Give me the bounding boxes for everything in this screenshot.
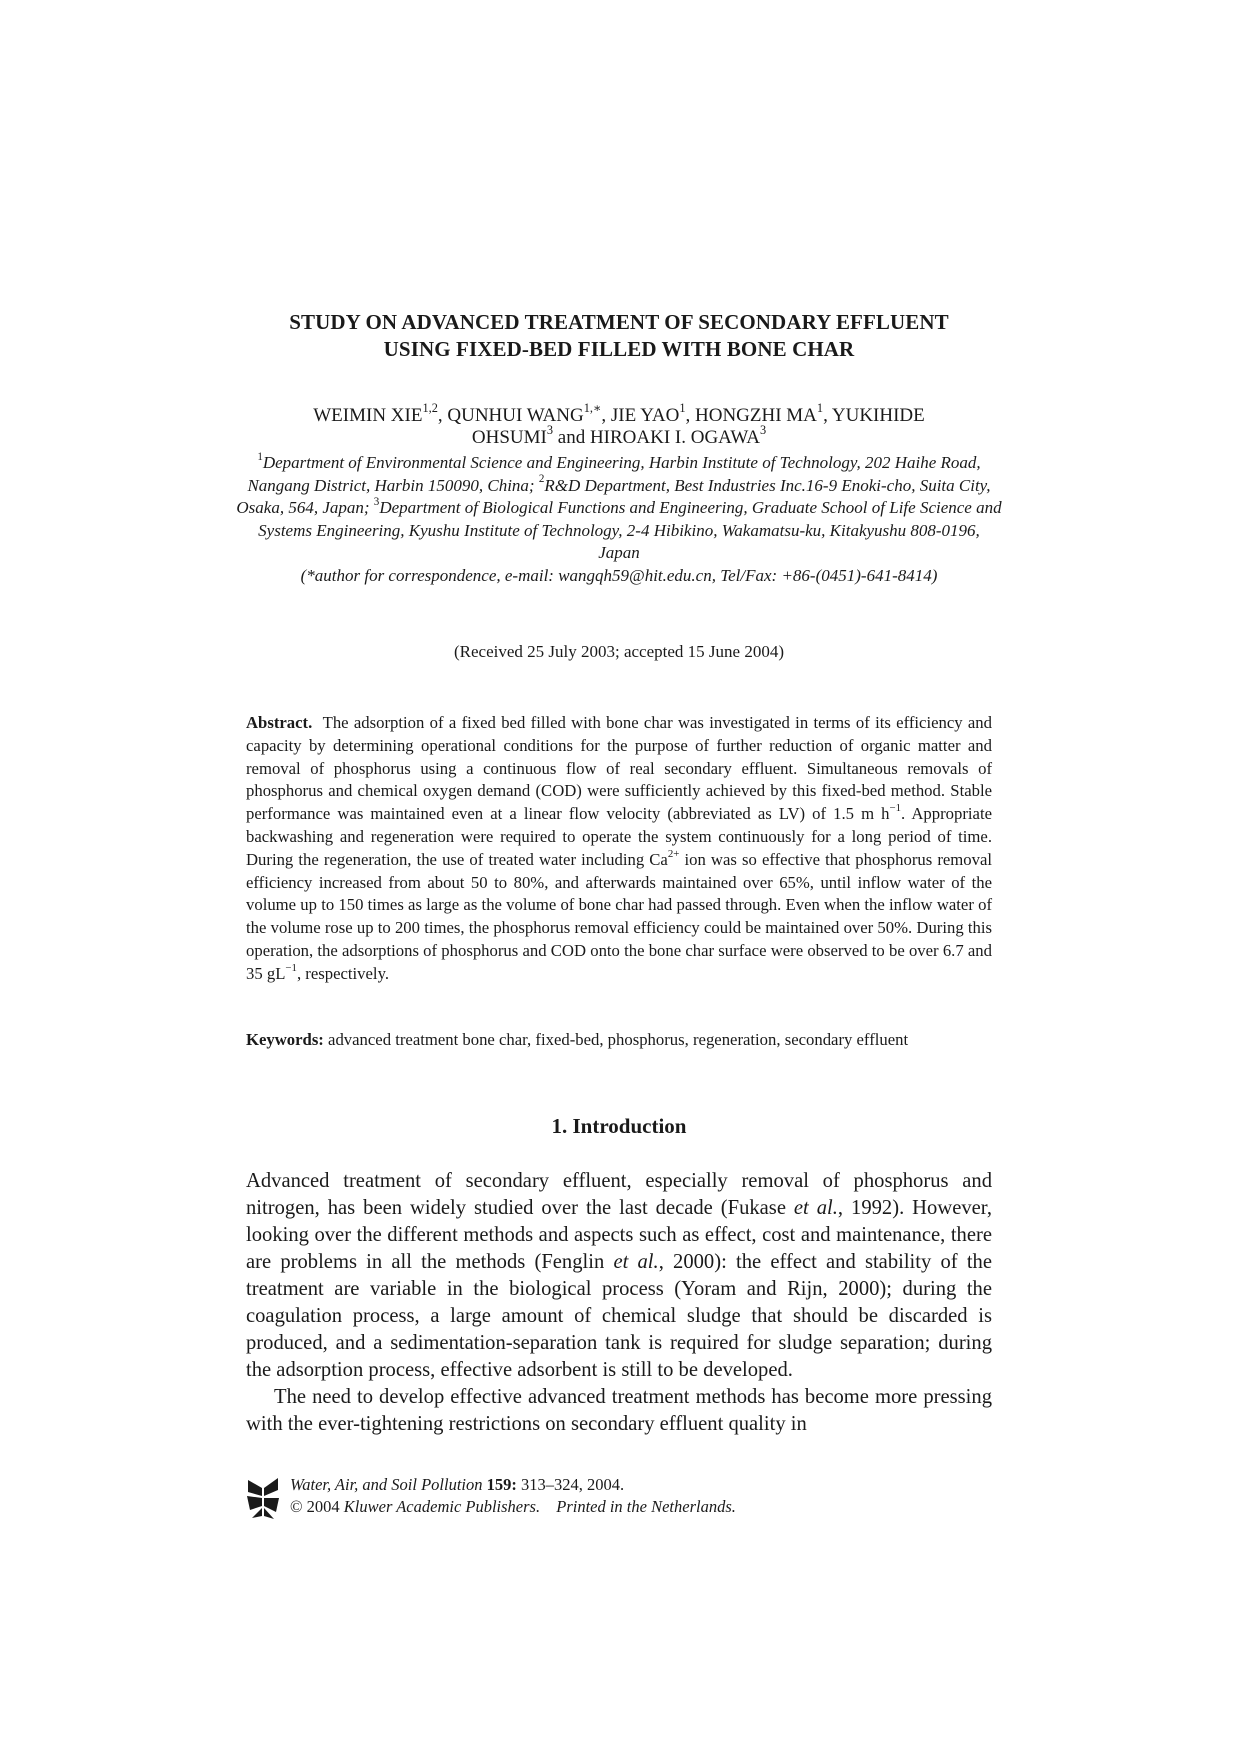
- title-line-1: STUDY ON ADVANCED TREATMENT OF SECONDARY EFFLUENT: [289, 310, 949, 334]
- journal-citation: [290, 1474, 736, 1518]
- abstract-text: The adsorption of a fixed bed filled with bone char was investigated in terms of its efficiency and capacity by determining operational conditions for the purpose of further reduction of organic matter and removal of phosphorus using a continuous flow of real secondary effluent. Simultaneous removals of phosphorus and chemical oxygen demand (COD) were sufficiently achieved by this fixed-bed method. Stable performance was maintained even at a linear flow velocity (abbreviated as LV) of 1.5 m h: [246, 713, 992, 824]
- author-affiliation-mark: 3: [759, 422, 767, 437]
- author-affiliation-mark: 1,2: [422, 400, 438, 415]
- affiliation-block: [236, 452, 1002, 565]
- paper-title: [246, 309, 992, 363]
- abstract: [246, 712, 992, 986]
- journal-footer: [246, 1474, 992, 1524]
- journal-pages: 313–324, 2004.: [521, 1475, 625, 1494]
- affiliation-text: Department of Environmental Science and Engineering, Harbin Institute of Technology, 202 Haihe Road, Nangang District, Harbin 150090, China;: [247, 453, 981, 495]
- author-line-1: WEIMIN XIE$^{1,2}$, QUNHUI $WANG^{1,∗}$, JIE YAO$^1$, HONGZHI $MA^1$, YUKIHIDE: [313, 400, 925, 426]
- affiliation-mark: 1: [257, 450, 263, 463]
- publisher-name: Kluwer Academic Publishers.: [343, 1497, 541, 1516]
- copyright-line: [290, 1496, 736, 1518]
- author-name: JIE YAO: [610, 405, 680, 426]
- unit-exponent: −1: [889, 802, 902, 814]
- author-affiliation-mark: 1: [679, 400, 686, 415]
- journal-line: [290, 1474, 736, 1496]
- ion-charge: 2+: [667, 847, 680, 860]
- paragraph-text: , 2000): the effect and stability of the treatment are variable in the biological process (Yoram and Rijn, 2000); during the coagulation process, a large amount of chemical sludge that should be discarded is produced, and a sedimentation-separation tank is required for sludge separation; during the adsorption process, effective adsorbent is still to be developed.: [246, 1251, 992, 1381]
- author-conjunction: and: [557, 427, 586, 448]
- journal-name: Water, Air, and Soil Pollution: [290, 1475, 483, 1494]
- unit-exponent: −1: [285, 961, 297, 974]
- paragraph: [246, 1168, 992, 1384]
- correspondence-line: (*author for correspondence, e-mail: wangqh59@hit.edu.cn, Tel/Fax: +86-(0451)-641-8414): [300, 565, 938, 585]
- section-heading: 1. Introduction: [551, 1114, 687, 1138]
- abstract-label: Abstract.: [246, 713, 313, 732]
- abstract-text: . Appropriate backwashing and regeneration were required to operate the system continuously for a long period of time. During the regeneration, the use of treated water including Ca: [246, 804, 992, 869]
- keywords: [246, 1029, 992, 1051]
- paragraph: The need to develop effective advanced treatment methods has become more pressing with the ever-tightening restrictions on secondary effluent quality in: [246, 1386, 992, 1435]
- paragraph-text: , 1992). However, looking over the different methods and aspects such as effect, cost and maintenance, there are problems in all the methods (Fenglin: [246, 1197, 992, 1273]
- abstract-text: , respectively.: [296, 963, 390, 983]
- copyright-notice: © 2004: [290, 1497, 340, 1516]
- publisher-logo-icon: [246, 1476, 280, 1520]
- author-name: YUKIHIDE: [831, 405, 925, 426]
- author-affiliation-mark: 3: [546, 422, 554, 437]
- keywords-text: advanced treatment bone char, fixed-bed, phosphorus, regeneration, secondary effluent: [328, 1030, 909, 1049]
- title-line-2: USING FIXED-BED FILLED WITH BONE CHAR: [383, 337, 855, 361]
- author-name: HIROAKI I. OGAWA: [589, 427, 760, 448]
- affiliation-mark: 2: [538, 473, 545, 486]
- author-line-2: [246, 422, 992, 449]
- author-name: WEIMIN XIE: [313, 405, 423, 426]
- affiliation-mark: 3: [373, 495, 380, 508]
- citation-etal: et al.: [793, 1197, 838, 1219]
- author-affiliation-mark: 1: [816, 400, 824, 415]
- introduction-body: [246, 1168, 992, 1438]
- affiliation-text: Department of Biological Functions and Engineering, Graduate School of Life Science and Systems Engineering, Kyushu Institute of Technology, 2-4 Hibikino, Wakamatsu-ku, Kitakyushu 808-0196, Japan: [258, 498, 1002, 563]
- keywords-label: Keywords:: [246, 1030, 324, 1049]
- paragraph-text: Advanced treatment of secondary effluent, especially removal of phosphorus and nitrogen, has been widely studied over the last decade (Fukase: [246, 1170, 992, 1219]
- abstract-text: ion was so effective that phosphorus removal efficiency increased from about 50 to 80%, and afterwards maintained over 65%, until inflow water of the volume up to 150 times as large as the volume of bone char had passed through. Even when the inflow water of the volume rose up to 200 times, the phosphorus removal efficiency could be maintained over 50%. During this operation, the adsorptions of phosphorus and COD onto the bone char surface were observed to be over 6.7 and 35 gL: [246, 849, 992, 983]
- author-name: QUNHUI WANG: [447, 405, 584, 426]
- author-list: [246, 400, 992, 449]
- affiliations: [236, 452, 1002, 588]
- printed-location: Printed in the Netherlands.: [556, 1497, 736, 1516]
- affiliation-text: R&D Department, Best Industries Inc.16-9 Enoki-cho, Suita City, Osaka, 564, Japan;: [236, 475, 991, 518]
- author-name: HONGZHI MA: [695, 405, 817, 426]
- author-name: OHSUMI: [471, 427, 547, 448]
- author-affiliation-mark: 1,∗: [583, 400, 602, 415]
- journal-volume: 159:: [486, 1475, 517, 1494]
- received-dates: (Received 25 July 2003; accepted 15 June 2004): [454, 642, 784, 661]
- citation-etal: et al.: [613, 1251, 659, 1273]
